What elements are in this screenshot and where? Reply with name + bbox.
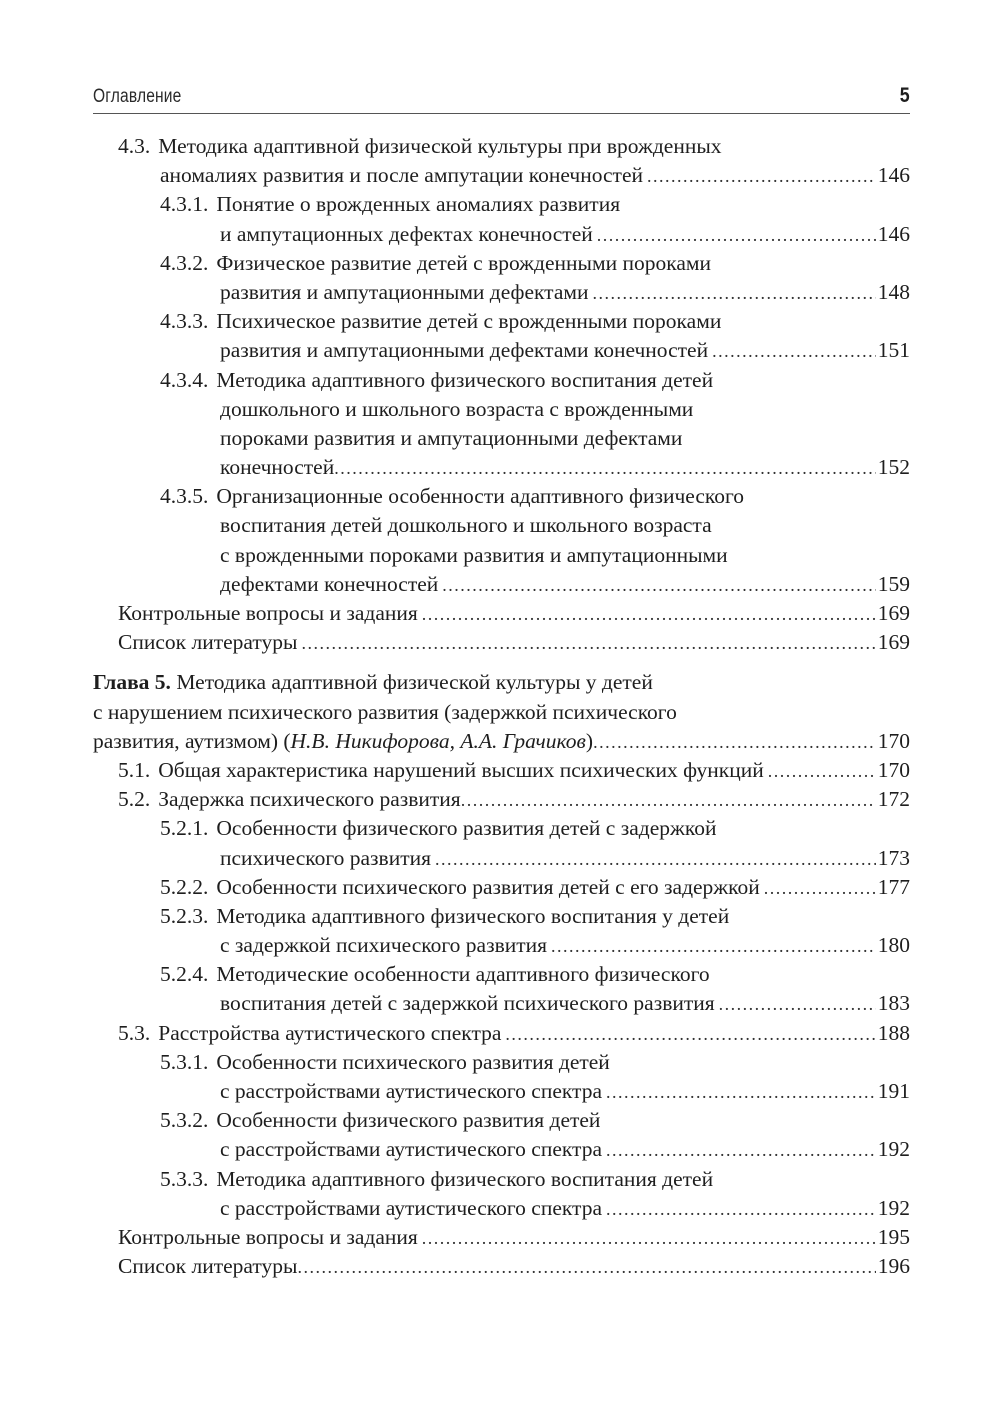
toc-entry-text: с расстройствами аутистического спектра: [220, 1077, 606, 1106]
toc-entry-5-2-3[interactable]: [160, 902, 910, 960]
dot-leader: [597, 221, 876, 250]
dot-leader: [764, 874, 876, 903]
section-number: 5.2.4.: [160, 962, 209, 987]
dot-leader: [505, 1020, 875, 1049]
toc-entry-text: Особенности физического развития детей с задержкой: [216, 816, 717, 841]
toc-page-number: 152: [877, 455, 910, 480]
toc-entry-text: пороками развития и ампутационными дефектами: [220, 426, 686, 450]
toc-entry-text: дефектами конечностей: [220, 570, 442, 599]
dot-leader: [422, 600, 876, 629]
toc-entry-text: Список литературы: [118, 1252, 297, 1281]
toc-entry-text: с врожденными пороками развития и ампутационными: [220, 543, 732, 567]
toc-entry-text: Организационные особенности адаптивного физического: [216, 484, 745, 509]
chapter-authors: Н.В. Никифорова, А.А. Грачиков: [290, 728, 586, 753]
dot-leader: [461, 786, 876, 815]
toc-entry-text: Психическое развитие детей с врожденными пороками: [216, 309, 722, 334]
section-number: 5.3.: [118, 1020, 151, 1045]
toc-entry-5-1[interactable]: [118, 756, 910, 785]
toc-entry-text: Методика адаптивного физического воспитания детей: [216, 367, 714, 392]
toc-entry-text: Особенности психического развития детей с его задержкой: [216, 874, 760, 899]
section-number: 4.3.5.: [160, 484, 209, 509]
toc-entry-4-3[interactable]: [118, 132, 910, 190]
toc-entry-text: с нарушением психического развития (задержкой психического: [93, 700, 681, 724]
toc-entry-4-3-2[interactable]: [160, 249, 910, 307]
toc-entry-4-3-3[interactable]: [160, 307, 910, 365]
toc-entry-review-questions-ch4[interactable]: [118, 599, 910, 628]
section-number: 5.3.3.: [160, 1166, 209, 1191]
dot-leader: [606, 1136, 876, 1165]
toc-entry-text: воспитания детей с задержкой психического развития: [220, 989, 719, 1018]
dot-leader: [719, 990, 876, 1019]
dot-leader: [551, 932, 876, 961]
toc-entry-references-ch5[interactable]: [118, 1252, 910, 1281]
toc-page-number: 192: [877, 1195, 910, 1220]
section-number: 5.2.: [118, 787, 151, 812]
section-number: 5.2.2.: [160, 874, 209, 899]
section-number: 5.3.1.: [160, 1049, 209, 1074]
toc-page-number: 151: [877, 338, 910, 363]
toc-entry-text: дошкольного и школьного возраста с врожденными: [220, 397, 697, 421]
toc-page-number: 170: [877, 757, 910, 782]
toc-entry-text: Понятие о врожденных аномалиях развития: [216, 192, 621, 217]
dot-leader: [297, 1253, 875, 1282]
toc-page-number: 191: [877, 1079, 910, 1103]
chapter-spacer: [0, 657, 1000, 668]
chapter-label: Глава 5.: [93, 670, 171, 695]
toc-entry-text: Контрольные вопросы и задания: [118, 599, 422, 628]
toc-entry-text: Методические особенности адаптивного физического: [216, 962, 710, 987]
dot-leader: [435, 845, 876, 874]
section-number: 4.3.: [118, 134, 151, 158]
dot-leader: [334, 454, 876, 483]
toc-entry-4-3-4[interactable]: [160, 366, 910, 483]
dot-leader: [768, 757, 876, 786]
toc-entry-text: Задержка психического развития: [158, 787, 461, 812]
toc-page-number: 146: [877, 163, 910, 188]
toc-entry-text: конечностей: [220, 453, 334, 482]
dot-leader: [442, 571, 875, 600]
toc-page-number: 146: [877, 221, 910, 246]
toc-page-number: 196: [877, 1254, 910, 1279]
toc-entry-text: Особенности психического развития детей: [216, 1049, 610, 1074]
toc-page-number: 170: [877, 728, 910, 753]
toc-entry-5-3-1[interactable]: [160, 1048, 910, 1106]
toc-entry-5-2-2[interactable]: [160, 873, 910, 902]
toc-entry-text: развития и ампутационными дефектами конечностей: [220, 336, 712, 365]
toc-entry-5-2-4[interactable]: [160, 960, 910, 1018]
dot-leader: [301, 629, 875, 658]
toc-entry-5-2[interactable]: [118, 785, 910, 814]
toc-entry-text: развития, аутизмом) (: [93, 728, 291, 753]
dot-leader: [606, 1078, 876, 1107]
section-number: 5.3.2.: [160, 1108, 209, 1133]
toc-entry-text: психического развития: [220, 844, 435, 873]
toc-page-number: 169: [877, 630, 910, 655]
dot-leader: [593, 728, 876, 757]
toc-entry-4-3-1[interactable]: [160, 190, 910, 248]
dot-leader: [606, 1195, 876, 1224]
toc-entry-text: Список литературы: [118, 628, 301, 657]
toc-entry-text: и ампутационных дефектах конечностей: [220, 220, 597, 249]
toc-entry-text: Физическое развитие детей с врожденными пороками: [216, 250, 711, 275]
dot-leader: [593, 279, 876, 308]
running-header-title: Оглавление: [93, 86, 182, 107]
toc-entry-text: Методика адаптивного физического воспитания детей: [216, 1166, 714, 1191]
toc-page-number: 192: [877, 1137, 910, 1162]
toc-entry-text: с задержкой психического развития: [220, 931, 551, 960]
toc-entry-text: Расстройства аутистического спектра: [158, 1020, 502, 1045]
toc-entry-text: воспитания детей дошкольного и школьного возраста: [220, 513, 716, 537]
toc-entry-5-2-1[interactable]: [160, 814, 910, 872]
dot-leader: [422, 1224, 876, 1253]
section-number: 4.3.2.: [160, 250, 209, 275]
toc-entry-4-3-5[interactable]: [160, 482, 910, 599]
section-number: 4.3.3.: [160, 309, 209, 334]
toc-entry-text: Методика адаптивной физической культуры у детей: [176, 670, 653, 695]
dot-leader: [712, 337, 876, 366]
toc-entry-text: аномалиях развития и после ампутации конечностей: [160, 161, 647, 190]
toc-page-number: 180: [877, 933, 910, 958]
section-number: 5.1.: [118, 757, 151, 782]
toc-entry-text: Методика адаптивной физической культуры при врожденных: [158, 134, 722, 158]
toc-entry-text: Методика адаптивного физического воспитания у детей: [216, 903, 730, 928]
toc-page-number: 148: [877, 279, 910, 304]
toc-entry-chapter-5[interactable]: [93, 668, 910, 756]
toc-page-number: 172: [877, 787, 910, 812]
toc-entry-text: Контрольные вопросы и задания: [118, 1223, 422, 1252]
section-number: 4.3.1.: [160, 192, 209, 217]
toc-entry-text: развития и ампутационными дефектами: [220, 278, 593, 307]
toc-entry-5-3[interactable]: [118, 1019, 910, 1048]
header-rule: [93, 113, 910, 114]
toc-entry-text: Общая характеристика нарушений высших психических функций: [158, 757, 764, 782]
toc-entry-text: с расстройствами аутистического спектра: [220, 1135, 606, 1164]
toc-page-number: 195: [877, 1224, 910, 1249]
toc-entry-references-ch4[interactable]: [118, 628, 910, 657]
toc-page-number: 169: [877, 601, 910, 625]
section-number: 4.3.4.: [160, 367, 209, 392]
toc-entry-5-3-2[interactable]: [160, 1106, 910, 1164]
toc-entry-text: Особенности физического развития детей: [216, 1108, 601, 1133]
toc-entry-text: с расстройствами аутистического спектра: [220, 1194, 606, 1223]
toc-page-number: 173: [877, 845, 910, 870]
section-number: 5.2.3.: [160, 903, 209, 928]
running-header: [93, 84, 910, 112]
toc-entry-review-questions-ch5[interactable]: [118, 1223, 910, 1252]
section-number: 5.2.1.: [160, 816, 209, 841]
toc-page-number: 177: [877, 874, 910, 899]
dot-leader: [647, 162, 876, 191]
toc-entry-text-closing: ): [585, 728, 594, 753]
toc-entry-5-3-3[interactable]: [160, 1165, 910, 1223]
table-of-contents: [0, 132, 1000, 1281]
toc-page-number: 183: [877, 991, 910, 1016]
toc-page-number: 188: [877, 1020, 910, 1045]
page-number: 5: [900, 84, 910, 107]
toc-page-number: 159: [877, 571, 910, 596]
